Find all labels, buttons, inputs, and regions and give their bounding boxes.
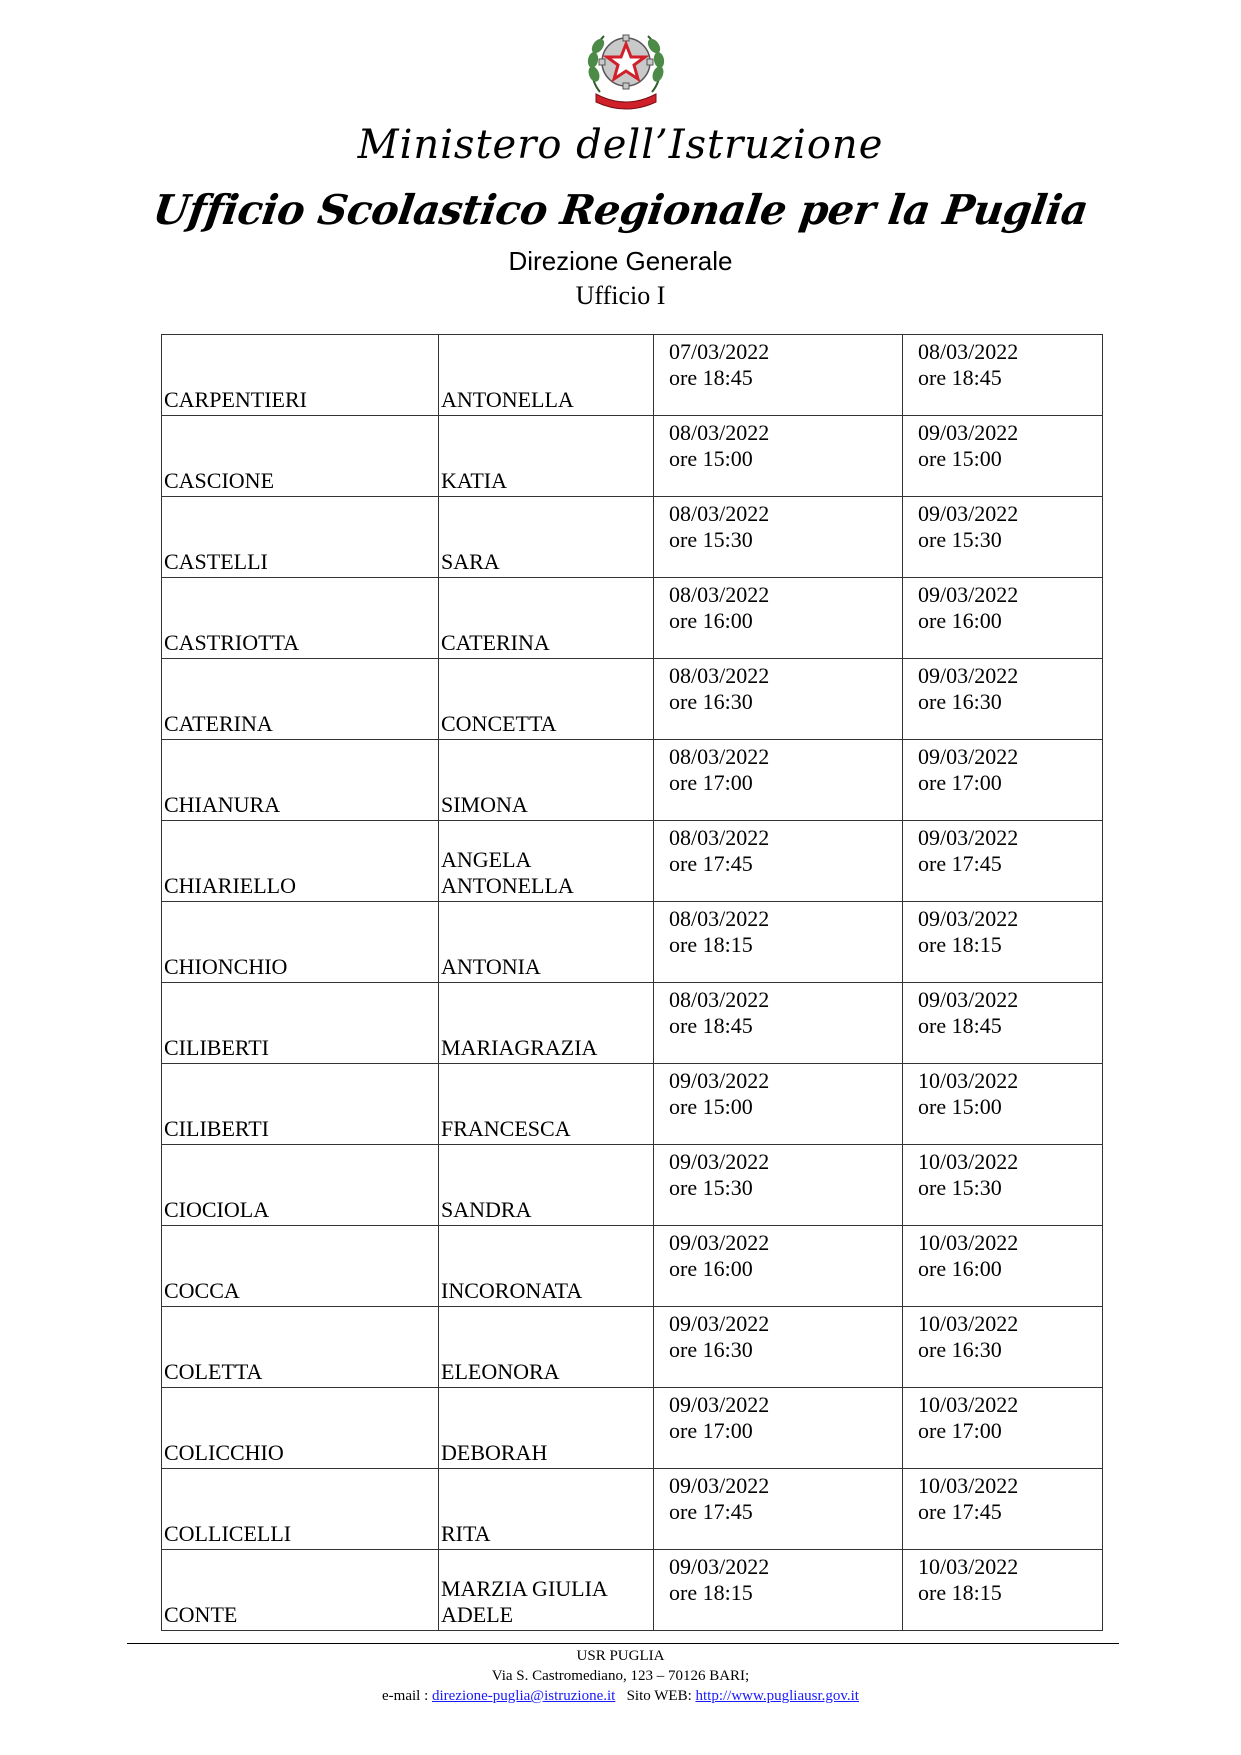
name-cell: SANDRA bbox=[439, 1145, 654, 1226]
emblem-icon bbox=[582, 22, 670, 112]
slot-time: ore 16:30 bbox=[669, 689, 753, 714]
slot-date: 09/03/2022 bbox=[918, 906, 1019, 931]
slot-date: 09/03/2022 bbox=[669, 1311, 770, 1336]
slot-time: ore 16:30 bbox=[918, 689, 1002, 714]
slot-date: 10/03/2022 bbox=[918, 1473, 1019, 1498]
slot-time: ore 16:30 bbox=[669, 1337, 753, 1362]
surname-cell: CIOCIOLA bbox=[162, 1145, 439, 1226]
slot-2-cell bbox=[903, 740, 1103, 821]
slot-1-cell bbox=[654, 497, 903, 578]
slot-1-cell bbox=[654, 578, 903, 659]
slot-date: 07/03/2022 bbox=[669, 339, 770, 364]
slot-time: ore 18:45 bbox=[918, 1013, 1002, 1038]
slot-time: ore 15:00 bbox=[669, 446, 753, 471]
footer-address: Via S. Castromediano, 123 – 70126 BARI; bbox=[491, 1668, 750, 1684]
slot-date: 09/03/2022 bbox=[918, 987, 1019, 1012]
slot-date: 09/03/2022 bbox=[669, 1230, 770, 1255]
slot-2-cell bbox=[903, 1145, 1103, 1226]
slot-time: ore 17:00 bbox=[669, 1418, 753, 1443]
surname-cell: CHIONCHIO bbox=[162, 902, 439, 983]
slot-date: 10/03/2022 bbox=[918, 1230, 1019, 1255]
name-cell: DEBORAH bbox=[439, 1388, 654, 1469]
table-row bbox=[162, 1226, 1103, 1307]
slot-date: 09/03/2022 bbox=[918, 744, 1019, 769]
footer-org: USR PUGLIA bbox=[576, 1648, 665, 1664]
name-cell: SIMONA bbox=[439, 740, 654, 821]
slot-2-cell bbox=[903, 497, 1103, 578]
table-row bbox=[162, 335, 1103, 416]
office-title: Ufficio Scolastico Regionale per la Puglia bbox=[150, 186, 1091, 234]
name-cell: FRANCESCA bbox=[439, 1064, 654, 1145]
surname-cell: CARPENTIERI bbox=[162, 335, 439, 416]
web-link[interactable]: http://www.pugliausr.gov.it bbox=[695, 1688, 859, 1704]
slot-date: 09/03/2022 bbox=[669, 1554, 770, 1579]
slot-time: ore 16:30 bbox=[918, 1337, 1002, 1362]
ministry-title: Ministero dell’Istruzione bbox=[357, 122, 884, 168]
name-cell: RITA bbox=[439, 1469, 654, 1550]
slot-1-cell bbox=[654, 1064, 903, 1145]
slot-2-cell bbox=[903, 1307, 1103, 1388]
slot-date: 08/03/2022 bbox=[669, 906, 770, 931]
slot-2-cell bbox=[903, 1469, 1103, 1550]
slot-time: ore 16:00 bbox=[918, 608, 1002, 633]
slot-time: ore 17:00 bbox=[669, 770, 753, 795]
slot-2-cell bbox=[903, 659, 1103, 740]
slot-time: ore 15:00 bbox=[918, 446, 1002, 471]
slot-date: 08/03/2022 bbox=[669, 582, 770, 607]
schedule-body bbox=[162, 335, 1103, 1631]
surname-cell: CILIBERTI bbox=[162, 983, 439, 1064]
slot-1-cell bbox=[654, 1145, 903, 1226]
table-row bbox=[162, 902, 1103, 983]
slot-date: 09/03/2022 bbox=[669, 1473, 770, 1498]
slot-time: ore 15:00 bbox=[669, 1094, 753, 1119]
slot-date: 08/03/2022 bbox=[669, 825, 770, 850]
slot-date: 09/03/2022 bbox=[918, 582, 1019, 607]
slot-time: ore 15:30 bbox=[918, 527, 1002, 552]
slot-date: 09/03/2022 bbox=[669, 1149, 770, 1174]
slot-1-cell bbox=[654, 983, 903, 1064]
slot-1-cell bbox=[654, 1388, 903, 1469]
table-row bbox=[162, 659, 1103, 740]
table-row bbox=[162, 497, 1103, 578]
slot-time: ore 17:45 bbox=[669, 851, 753, 876]
slot-time: ore 17:00 bbox=[918, 770, 1002, 795]
slot-time: ore 17:00 bbox=[918, 1418, 1002, 1443]
slot-date: 08/03/2022 bbox=[669, 987, 770, 1012]
name-cell: ANTONIA bbox=[439, 902, 654, 983]
slot-1-cell bbox=[654, 335, 903, 416]
slot-1-cell bbox=[654, 740, 903, 821]
slot-time: ore 18:15 bbox=[918, 1580, 1002, 1605]
slot-time: ore 15:30 bbox=[669, 527, 753, 552]
slot-date: 10/03/2022 bbox=[918, 1554, 1019, 1579]
slot-time: ore 18:45 bbox=[669, 1013, 753, 1038]
slot-date: 10/03/2022 bbox=[918, 1311, 1019, 1336]
slot-time: ore 16:00 bbox=[669, 1256, 753, 1281]
slot-time: ore 18:15 bbox=[918, 932, 1002, 957]
slot-1-cell bbox=[654, 1307, 903, 1388]
surname-cell: COLETTA bbox=[162, 1307, 439, 1388]
surname-cell: CHIARIELLO bbox=[162, 821, 439, 902]
slot-2-cell bbox=[903, 578, 1103, 659]
slot-date: 10/03/2022 bbox=[918, 1149, 1019, 1174]
slot-1-cell bbox=[654, 902, 903, 983]
directorate-title: Direzione Generale bbox=[508, 246, 733, 276]
table-row bbox=[162, 416, 1103, 497]
slot-date: 08/03/2022 bbox=[918, 339, 1019, 364]
slot-date: 10/03/2022 bbox=[918, 1068, 1019, 1093]
slot-time: ore 16:00 bbox=[669, 608, 753, 633]
slot-2-cell bbox=[903, 1550, 1103, 1631]
table-row bbox=[162, 983, 1103, 1064]
slot-time: ore 18:15 bbox=[669, 1580, 753, 1605]
slot-date: 08/03/2022 bbox=[669, 501, 770, 526]
table-row bbox=[162, 1550, 1103, 1631]
unit-title: Ufficio I bbox=[575, 281, 666, 310]
name-cell: SARA bbox=[439, 497, 654, 578]
surname-cell: CASTRIOTTA bbox=[162, 578, 439, 659]
slot-1-cell bbox=[654, 659, 903, 740]
slot-2-cell bbox=[903, 983, 1103, 1064]
slot-2-cell bbox=[903, 416, 1103, 497]
surname-cell: CHIANURA bbox=[162, 740, 439, 821]
slot-date: 09/03/2022 bbox=[918, 663, 1019, 688]
slot-1-cell bbox=[654, 821, 903, 902]
slot-1-cell bbox=[654, 1550, 903, 1631]
slot-time: ore 18:45 bbox=[918, 365, 1002, 390]
slot-2-cell bbox=[903, 1226, 1103, 1307]
slot-time: ore 18:45 bbox=[669, 365, 753, 390]
slot-date: 09/03/2022 bbox=[918, 825, 1019, 850]
slot-date: 09/03/2022 bbox=[918, 420, 1019, 445]
slot-date: 08/03/2022 bbox=[669, 744, 770, 769]
table-row bbox=[162, 821, 1103, 902]
surname-cell: COLICCHIO bbox=[162, 1388, 439, 1469]
schedule-table bbox=[161, 334, 1103, 1631]
slot-time: ore 15:30 bbox=[669, 1175, 753, 1200]
slot-time: ore 15:30 bbox=[918, 1175, 1002, 1200]
footer-divider bbox=[127, 1643, 1119, 1644]
slot-date: 09/03/2022 bbox=[918, 501, 1019, 526]
slot-date: 08/03/2022 bbox=[669, 420, 770, 445]
footer-contacts bbox=[0, 1688, 1241, 1705]
table-row bbox=[162, 1469, 1103, 1550]
slot-time: ore 17:45 bbox=[918, 1499, 1002, 1524]
slot-date: 09/03/2022 bbox=[669, 1392, 770, 1417]
name-cell: ANTONELLA bbox=[439, 335, 654, 416]
table-row bbox=[162, 1307, 1103, 1388]
slot-1-cell bbox=[654, 1226, 903, 1307]
surname-cell: CATERINA bbox=[162, 659, 439, 740]
slot-2-cell bbox=[903, 1388, 1103, 1469]
table-row bbox=[162, 1064, 1103, 1145]
name-cell: MARZIA GIULIA ADELE bbox=[439, 1550, 654, 1631]
name-cell: KATIA bbox=[439, 416, 654, 497]
name-cell: INCORONATA bbox=[439, 1226, 654, 1307]
slot-time: ore 16:00 bbox=[918, 1256, 1002, 1281]
surname-cell: CASCIONE bbox=[162, 416, 439, 497]
email-link[interactable]: direzione-puglia@istruzione.it bbox=[432, 1688, 616, 1704]
table-row bbox=[162, 1145, 1103, 1226]
surname-cell: CASTELLI bbox=[162, 497, 439, 578]
surname-cell: COCCA bbox=[162, 1226, 439, 1307]
name-cell: ELEONORA bbox=[439, 1307, 654, 1388]
web-label: Sito WEB: bbox=[626, 1688, 692, 1704]
surname-cell: CILIBERTI bbox=[162, 1064, 439, 1145]
slot-date: 09/03/2022 bbox=[669, 1068, 770, 1093]
slot-2-cell bbox=[903, 335, 1103, 416]
slot-time: ore 18:15 bbox=[669, 932, 753, 957]
slot-2-cell bbox=[903, 902, 1103, 983]
slot-1-cell bbox=[654, 416, 903, 497]
name-cell: MARIAGRAZIA bbox=[439, 983, 654, 1064]
name-cell: CATERINA bbox=[439, 578, 654, 659]
slot-2-cell bbox=[903, 821, 1103, 902]
surname-cell: COLLICELLI bbox=[162, 1469, 439, 1550]
slot-time: ore 17:45 bbox=[669, 1499, 753, 1524]
slot-2-cell bbox=[903, 1064, 1103, 1145]
slot-1-cell bbox=[654, 1469, 903, 1550]
name-cell: ANGELA ANTONELLA bbox=[439, 821, 654, 902]
table-row bbox=[162, 740, 1103, 821]
slot-time: ore 15:00 bbox=[918, 1094, 1002, 1119]
table-row bbox=[162, 1388, 1103, 1469]
name-cell: CONCETTA bbox=[439, 659, 654, 740]
slot-time: ore 17:45 bbox=[918, 851, 1002, 876]
email-label: e-mail : bbox=[382, 1688, 429, 1704]
surname-cell: CONTE bbox=[162, 1550, 439, 1631]
slot-date: 10/03/2022 bbox=[918, 1392, 1019, 1417]
slot-date: 08/03/2022 bbox=[669, 663, 770, 688]
table-row bbox=[162, 578, 1103, 659]
